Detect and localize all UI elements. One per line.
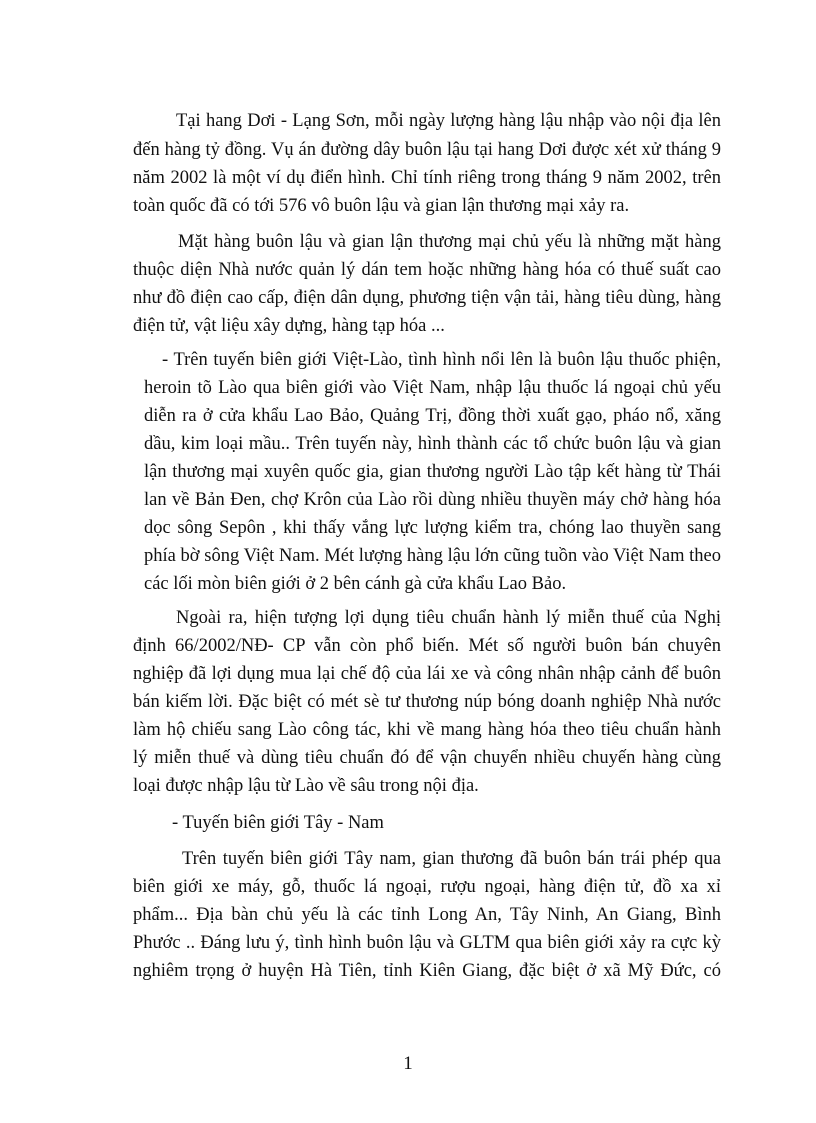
text-line: Ngoài ra, hiện tượng lợi dụng tiêu chuẩn hành lý miễn thuế của Nghị — [176, 608, 721, 628]
text-line: lý miễn thuế và dùng tiêu chuẩn đó để vận chuyển nhiều chuyến hàng cùng — [133, 748, 721, 768]
text-line: đến hàng tỷ đồng. Vụ án đường dây buôn lậu tại hang Dơi được xét xử tháng 9 — [133, 140, 721, 160]
text-line: Phước .. Đáng lưu ý, tình hình buôn lậu và GLTM qua biên giới xảy ra cực kỳ — [133, 933, 721, 953]
text-line: Tại hang Dơi - Lạng Sơn, mỗi ngày lượng hàng lậu nhập vào nội địa lên — [176, 111, 721, 131]
text-line: toàn quốc đã có tới 576 vô buôn lậu và gian lận thương mại xảy ra. — [133, 196, 630, 216]
text-line: các lối mòn biên giới ở 2 bên cánh gà cửa khẩu Lao Bảo. — [144, 574, 567, 594]
text-line: lận thương mại xuyên quốc gia, gian thương người Lào tập kết hàng từ Thái — [144, 462, 721, 482]
text-line: - Trên tuyến biên giới Việt-Lào, tình hình nổi lên là buôn lậu thuốc phiện, — [162, 350, 721, 370]
text-line: thuộc diện Nhà nước quản lý dán tem hoặc những hàng hóa có thuế suất cao — [133, 260, 721, 280]
text-line: như đồ điện cao cấp, điện dân dụng, phương tiện vận tải, hàng tiêu dùng, hàng — [133, 288, 721, 308]
text-line: Trên tuyến biên giới Tây nam, gian thương đã buôn bán trái phép qua — [182, 849, 721, 869]
text-line: Mặt hàng buôn lậu và gian lận thương mại chủ yếu là những mặt hàng — [178, 232, 721, 252]
text-line: diễn ra ở cửa khẩu Lao Bảo, Quảng Trị, đồng thời xuất gạo, pháo nổ, xăng — [144, 406, 721, 426]
text-line: điện tử, vật liệu xây dựng, hàng tạp hóa ... — [133, 316, 445, 336]
text-line: làm hộ chiếu sang Lào công tác, khi về mang hàng hóa theo tiêu chuẩn hành — [133, 720, 721, 740]
text-line: dầu, kim loại mầu.. Trên tuyến này, hình thành các tổ chức buôn lậu và gian — [144, 434, 721, 454]
text-line: dọc sông Sepôn , khi thấy vắng lực lượng kiểm tra, chóng lao thuyền sang — [144, 518, 721, 538]
text-line: heroin tõ Lào qua biên giới vào Việt Nam, nhập lậu thuốc lá ngoại chủ yếu — [144, 378, 721, 398]
text-line: năm 2002 là một ví dụ điển hình. Chỉ tính riêng trong tháng 9 năm 2002, trên — [133, 168, 721, 188]
text-line: nghiêm trọng ở huyện Hà Tiên, tỉnh Kiên Giang, đặc biệt ở xã Mỹ Đức, có — [133, 961, 721, 981]
text-line: biên giới xe máy, gỗ, thuốc lá ngoại, rượu ngoại, hàng điện tử, đồ xa xỉ — [133, 877, 721, 897]
text-line: phía bờ sông Việt Nam. Mét lượng hàng lậu lớn cũng tuồn vào Việt Nam theo — [144, 546, 721, 566]
text-line: loại được nhập lậu từ Lào về sâu trong nội địa. — [133, 776, 479, 796]
text-line: lan về Bản Đen, chợ Krôn của Lào rồi dùng nhiều thuyền máy chở hàng hóa — [144, 490, 721, 510]
text-line: bán kiếm lời. Đặc biệt có mét sè tư thương núp bóng doanh nghiệp Nhà nước — [133, 692, 721, 712]
page-number: 1 — [403, 1053, 413, 1074]
text-line: - Tuyến biên giới Tây - Nam — [172, 813, 384, 833]
text-line: định 66/2002/NĐ- CP vẫn còn phổ biến. Mét số người buôn bán chuyên — [133, 636, 721, 656]
text-line: nghiệp đã lợi dụng mua lại chế độ của lái xe và công nhân nhập cảnh để buôn — [133, 664, 721, 684]
text-line: phẩm... Địa bàn chủ yếu là các tỉnh Long An, Tây Ninh, An Giang, Bình — [133, 905, 721, 925]
